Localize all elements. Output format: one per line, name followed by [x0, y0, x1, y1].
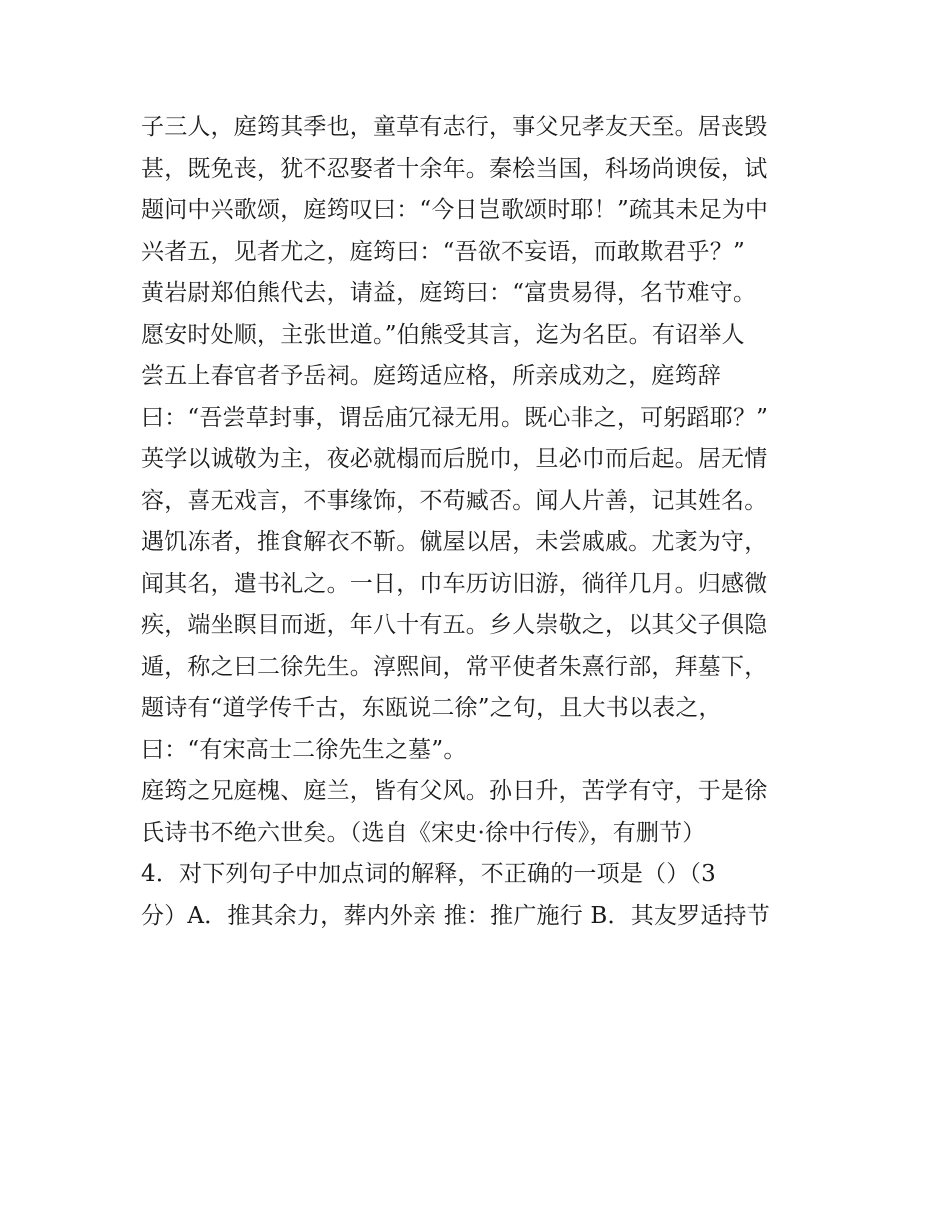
text-line: 氏诗书不绝六世矣。（选自《宋史·徐中行传》，有删节）: [141, 819, 706, 846]
text-line: 题问中兴歌颂，庭筠叹曰：“今日岂歌颂时耶！”疏其未足为中: [141, 197, 769, 223]
text-line: 英学以诚敬为主，夜必就榻而后脱巾，旦必巾而后起。居无情: [141, 446, 768, 472]
text-line: 遇饥冻者，推食解衣不靳。僦屋以居，未尝戚戚。尤袤为守，: [141, 529, 768, 555]
text-line: 兴者五，见者尤之，庭筠曰：“吾欲不妄语，而敢欺君乎？”: [141, 238, 745, 265]
text-line: 曰：“吾尝草封事，谓岳庙冗禄无用。既心非之，可躬蹈耶？”: [141, 404, 769, 431]
text-line: 疾，端坐瞑目而逝，年八十有五。乡人崇敬之，以其父子俱隐: [141, 612, 768, 638]
text-line: 闻其名，遣书礼之。一日，巾车历访旧游，徜徉几月。归感微: [141, 570, 768, 597]
text-line: 题诗有“道学传千古，东瓯说二徐”之句，且大书以表之，: [141, 695, 722, 721]
text-line: 曰：“有宋高士二徐先生之墓”。: [141, 736, 467, 763]
question-line: 4．对下列句子中加点词的解释，不正确的一项是（）（3: [141, 861, 716, 887]
text-line: 愿安时处顺，主张世道。”伯熊受其言，迄为名臣。有诏举人: [141, 321, 745, 348]
text-line: 尝五上春官者予岳祠。庭筠适应格，所亲成劝之，庭筠辞: [141, 363, 721, 389]
text-line: 子三人，庭筠其季也，童草有志行，事父兄孝友天至。居丧毁: [141, 114, 768, 140]
text-line: 遁，称之曰二徐先生。淳熙间，常平使者朱熹行部，拜墓下，: [141, 653, 768, 680]
question-line: 分）A．推其余力，葬内外亲 推：推广施行 B．其友罗适持节: [141, 902, 770, 929]
text-line: 甚，既免丧，犹不忍娶者十余年。秦桧当国，科场尚谀佞，试: [141, 155, 768, 182]
text-line: 庭筠之兄庭槐、庭兰，皆有父风。孙日升，苦学有守，于是徐: [141, 778, 768, 804]
text-line: 黄岩尉郑伯熊代去，请益，庭筠曰：“富贵易得，名节难守。: [141, 280, 757, 306]
text-line: 容，喜无戏言，不事缘饰，不苟臧否。闻人片善，记其姓名。: [141, 487, 768, 514]
passage-text: [141, 107, 821, 937]
